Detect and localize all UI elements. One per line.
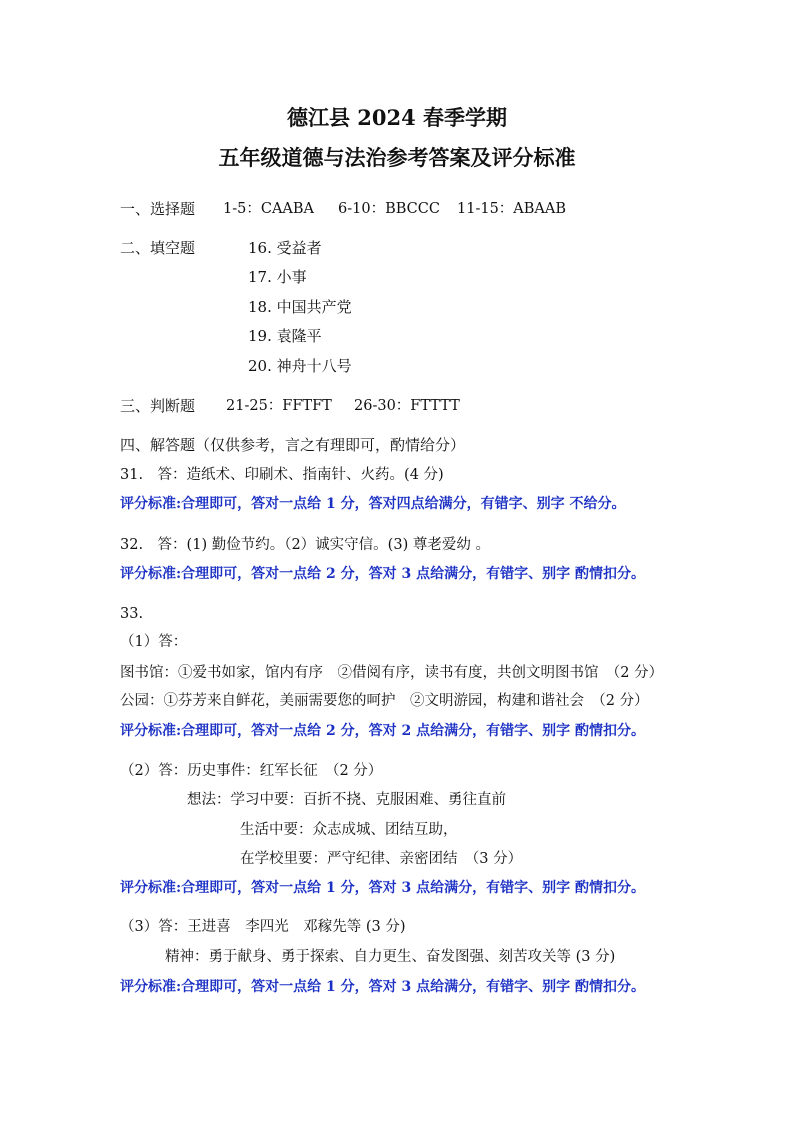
section3-label: 三、判断题: [120, 397, 196, 415]
page-title: 德江县 2024 春季学期: [286, 105, 508, 130]
section1-group3: 11-15：ABAAB: [457, 201, 567, 217]
q31-answer: 31. 答：造纸术、印刷术、指南针、火药。(4 分): [120, 467, 444, 483]
q32-answer: 32. 答：(1) 勤俭节约。（2）诚实守信。(3) 尊老爱幼 。: [120, 537, 490, 553]
q33-part3-people: （3）答：王进喜 李四光 邓稼先等 (3 分): [120, 919, 406, 935]
section1-label: 一、选择题: [120, 200, 196, 218]
q33-number: 33.: [120, 606, 144, 622]
q32-scoring: 评分标准:合理即可，答对一点给 2 分，答对 3 点给满分，有错字、别字 酌情扣分。: [120, 566, 646, 582]
fill-item-18: 18. 中国共产党: [248, 298, 352, 316]
fill-item-17: 17. 小事: [248, 268, 307, 286]
section2-label: 二、填空题: [120, 239, 196, 257]
fill-item-19: 19. 袁隆平: [248, 327, 322, 345]
section3-group2: 26-30：FTTTT: [354, 398, 460, 414]
q33-part1-park: 公园：①芬芳来自鲜花，美丽需要您的呵护 ②文明游园，构建和谐社会 （2 分）: [120, 693, 649, 709]
page-subtitle: 五年级道德与法治参考答案及评分标准: [218, 145, 576, 170]
section3-group1: 21-25：FFTFT: [226, 398, 332, 414]
fill-item-16: 16. 受益者: [248, 239, 322, 257]
q33-part3-scoring: 评分标准:合理即可，答对一点给 1 分，答对 3 点给满分，有错字、别字 酌情扣分。: [120, 979, 646, 995]
q33-part1-scoring: 评分标准:合理即可，答对一点给 2 分，答对 2 点给满分，有错字、别字 酌情扣分。: [120, 723, 646, 739]
q33-part2-idea1: 想法：学习中要：百折不挠、克服困难、勇往直前: [187, 792, 506, 808]
q33-part2-idea2: 生活中要：众志成城、团结互助，: [240, 822, 458, 838]
section4-label: 四、解答题（仅供参考，言之有理即可，酌情给分）: [120, 436, 466, 454]
q33-part2-idea3: 在学校里要：严守纪律、亲密团结 （3 分）: [240, 851, 523, 867]
fill-item-20: 20. 神舟十八号: [248, 357, 352, 375]
q33-part3-spirit: 精神：勇于献身、勇于探索、自力更生、奋发图强、刻苦攻关等 (3 分): [165, 949, 616, 965]
section1-group1: 1-5：CAABA: [223, 201, 315, 217]
q33-part2-event: （2）答：历史事件：红军长征 （2 分）: [120, 763, 383, 779]
q33-part2-scoring: 评分标准:合理即可，答对一点给 1 分，答对 3 点给满分，有错字、别字 酌情扣分。: [120, 880, 646, 896]
q33-part1-label: （1）答：: [120, 634, 188, 650]
q33-part1-library: 图书馆：①爱书如家，馆内有序 ②借阅有序，读书有度，共创文明图书馆 （2 分）: [120, 665, 664, 681]
q31-scoring: 评分标准:合理即可，答对一点给 1 分，答对四点给满分，有错字、别字 不给分。: [120, 496, 626, 512]
section1-group2: 6-10：BBCCC: [338, 201, 440, 217]
